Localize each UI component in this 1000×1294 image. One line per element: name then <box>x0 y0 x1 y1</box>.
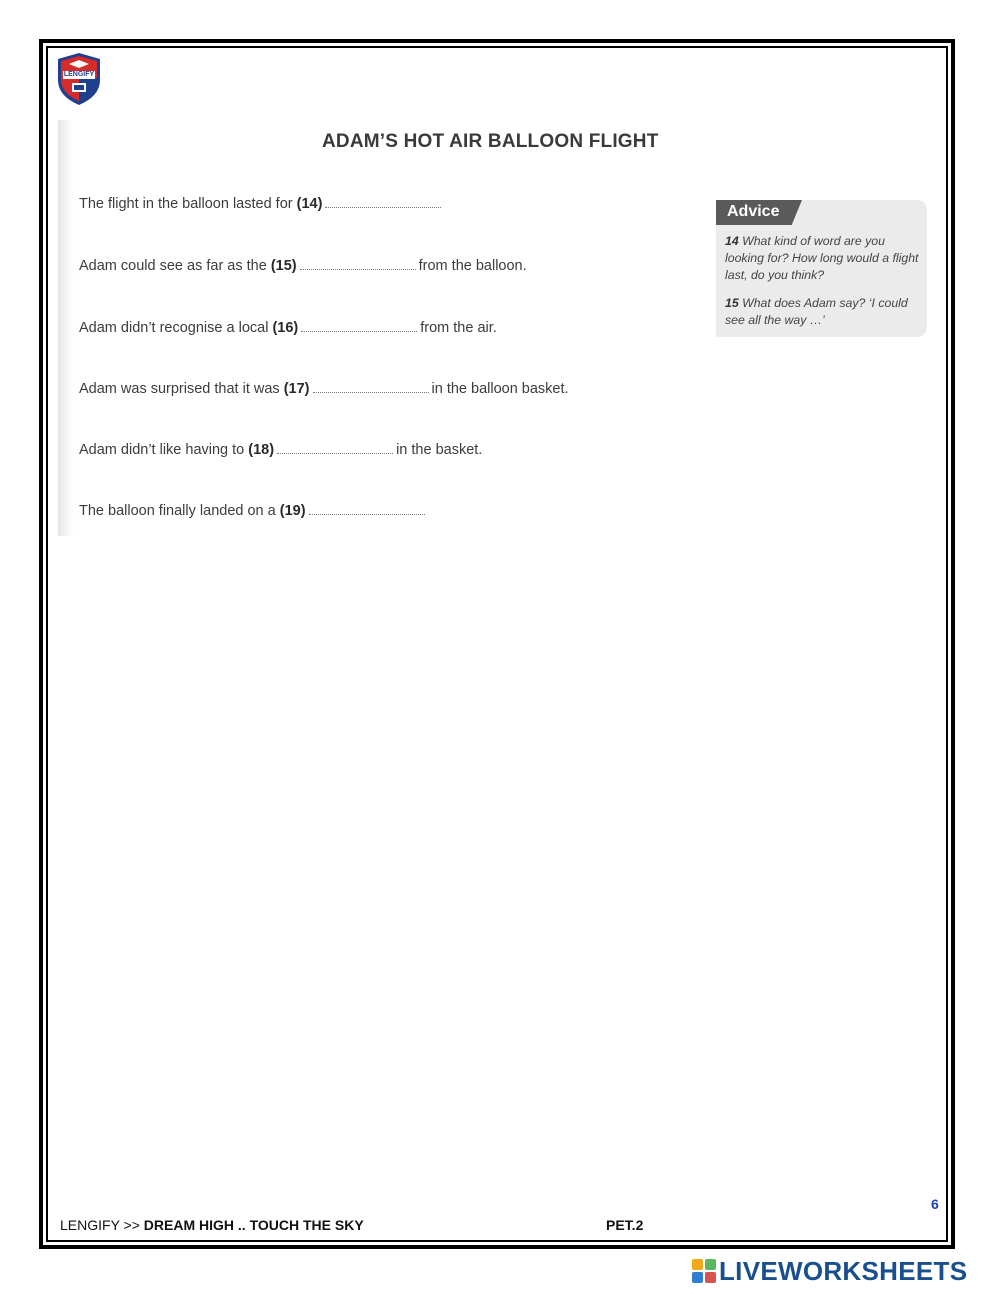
question-text-after: from the air. <box>420 320 497 336</box>
icon-square <box>705 1259 716 1270</box>
logo-text: LENGIFY <box>63 71 95 78</box>
question-number: (16) <box>272 320 299 336</box>
answer-blank[interactable] <box>313 382 429 393</box>
advice-item <box>725 295 921 329</box>
question-number: (17) <box>283 381 310 397</box>
answer-blank[interactable] <box>301 321 417 332</box>
question-text: Adam didn’t like having to <box>79 442 245 458</box>
footer-level: PET.2 <box>606 1217 644 1233</box>
footer-brand-line <box>60 1217 364 1233</box>
icon-square <box>692 1259 703 1270</box>
question-text-after: from the balloon. <box>418 258 527 274</box>
question-text: Adam didn’t recognise a local <box>79 320 269 336</box>
answer-blank[interactable] <box>325 197 441 208</box>
question-line <box>79 258 527 274</box>
question-number: (18) <box>248 442 275 458</box>
advice-item-number: 14 <box>725 234 739 248</box>
scan-shadow-edge <box>58 120 74 536</box>
question-line <box>79 196 444 212</box>
advice-item-number: 15 <box>725 296 739 310</box>
answer-blank[interactable] <box>309 504 425 515</box>
advice-item-text: What does Adam say? ‘I could see all the way …’ <box>725 296 908 327</box>
question-text: The balloon finally landed on a <box>79 503 276 519</box>
advice-label: Advice <box>727 203 780 220</box>
question-text: The flight in the balloon lasted for <box>79 196 293 212</box>
question-line <box>79 503 428 519</box>
icon-square <box>705 1272 716 1283</box>
advice-item <box>725 233 921 284</box>
question-number: (15) <box>270 258 297 274</box>
question-line <box>79 320 497 336</box>
icon-square <box>692 1272 703 1283</box>
question-line <box>79 381 569 397</box>
page-number: 6 <box>931 1196 939 1212</box>
answer-blank[interactable] <box>277 443 393 454</box>
question-text-after: in the balloon basket. <box>431 381 569 397</box>
footer-brand: LENGIFY >> <box>60 1217 140 1233</box>
liveworksheets-icon <box>692 1259 716 1283</box>
question-number: (19) <box>279 503 306 519</box>
question-text: Adam was surprised that it was <box>79 381 280 397</box>
liveworksheets-text: LIVEWORKSHEETS <box>719 1255 968 1286</box>
question-text-after: in the basket. <box>396 442 483 458</box>
liveworksheets-watermark <box>692 1255 967 1287</box>
question-number: (14) <box>296 196 323 212</box>
answer-blank[interactable] <box>300 259 416 270</box>
lengify-logo <box>56 52 102 106</box>
question-text: Adam could see as far as the <box>79 258 267 274</box>
advice-item-text: What kind of word are you looking for? How long would a flight last, do you think? <box>725 234 919 282</box>
footer-slogan: DREAM HIGH .. TOUCH THE SKY <box>143 1217 364 1233</box>
worksheet-title: ADAM’S HOT AIR BALLOON FLIGHT <box>322 131 659 152</box>
question-line <box>79 442 482 458</box>
